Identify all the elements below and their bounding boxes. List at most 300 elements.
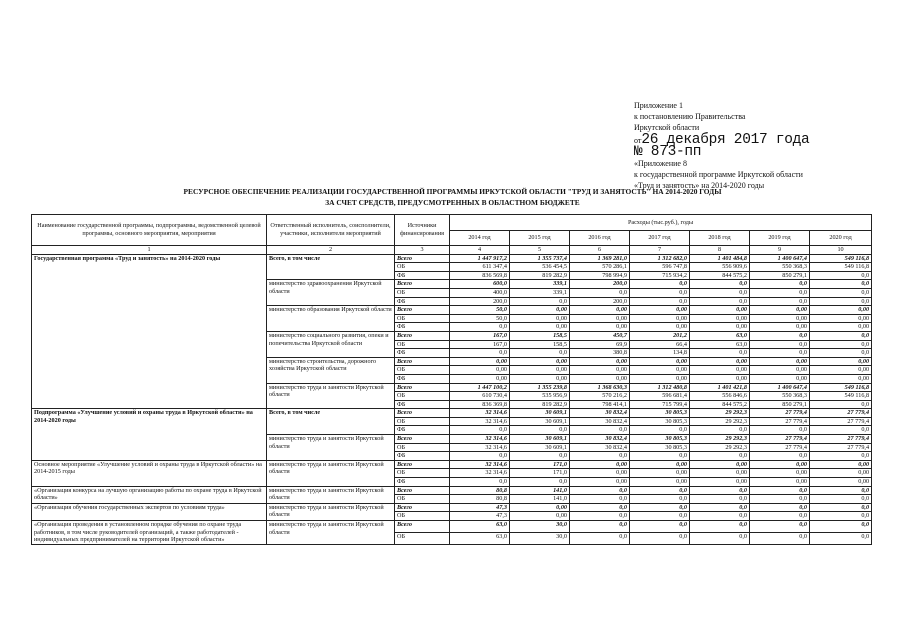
column-index: 10 — [810, 246, 872, 255]
value-cell: 29 292,3 — [690, 443, 750, 452]
value-cell: 27 779,4 — [750, 417, 810, 426]
value-cell: 0,00 — [450, 374, 510, 383]
value-cell: 0,0 — [510, 297, 570, 306]
value-cell: 27 779,4 — [810, 435, 872, 444]
value-cell: 0,00 — [630, 478, 690, 487]
value-cell: 549 116,8 — [810, 383, 872, 392]
value-cell: 0,0 — [810, 532, 872, 544]
value-cell: 798 994,9 — [570, 271, 630, 280]
value-cell: 0,0 — [510, 349, 570, 358]
value-cell: 549 116,8 — [810, 254, 872, 263]
value-cell: 0,0 — [750, 426, 810, 435]
value-cell: 0,0 — [630, 297, 690, 306]
value-cell: 1 400 647,4 — [750, 383, 810, 392]
value-cell: 63,0 — [450, 521, 510, 533]
value-cell: 0,00 — [570, 469, 630, 478]
value-cell: 0,00 — [810, 314, 872, 323]
header-year: 2017 год — [630, 231, 690, 246]
value-cell: 0,0 — [810, 452, 872, 461]
appendix-line: к постановлению Правительства — [634, 112, 746, 122]
column-index: 2 — [267, 246, 395, 255]
source-cell: ОБ — [395, 263, 450, 272]
value-cell: 32 314,6 — [450, 460, 510, 469]
value-cell: 549 116,8 — [810, 392, 872, 401]
value-cell: 32 314,6 — [450, 417, 510, 426]
value-cell: 171,0 — [510, 460, 570, 469]
value-cell: 0,0 — [810, 331, 872, 340]
value-cell: 0,0 — [630, 495, 690, 504]
value-cell: 0,00 — [750, 469, 810, 478]
value-cell: 0,00 — [510, 306, 570, 315]
source-cell: ОБ — [395, 495, 450, 504]
value-cell: 0,0 — [570, 503, 630, 512]
value-cell: 30 832,4 — [570, 443, 630, 452]
column-index: 7 — [630, 246, 690, 255]
value-cell: 32 314,6 — [450, 469, 510, 478]
value-cell: 0,00 — [630, 323, 690, 332]
resource-table — [31, 214, 872, 545]
title-line: ЗА СЧЕТ СРЕДСТВ, ПРЕДУСМОТРЕННЫХ В ОБЛАСТНОМ БЮДЖЕТЕ — [325, 198, 580, 207]
value-cell: 0,00 — [570, 460, 630, 469]
resolution-date: 26 декабря 2017 года — [641, 131, 810, 148]
value-cell: 29 292,3 — [690, 417, 750, 426]
value-cell: 1 355 737,4 — [510, 254, 570, 263]
value-cell: 1 368 630,3 — [570, 383, 630, 392]
table-row — [32, 254, 872, 263]
value-cell: 0,0 — [510, 452, 570, 461]
column-index: 3 — [395, 246, 450, 255]
header-executor: Ответственный исполнитель, соисполнители, участники, исполнители мероприятий — [267, 215, 395, 246]
value-cell: 167,0 — [450, 331, 510, 340]
header-year: 2015 год — [510, 231, 570, 246]
value-cell: 844 575,2 — [690, 400, 750, 409]
source-cell: ОБ — [395, 532, 450, 544]
value-cell: 0,0 — [750, 340, 810, 349]
source-cell: ФБ — [395, 374, 450, 383]
date-prefix: от — [634, 135, 642, 145]
executor-cell: министерство труда и занятости Иркутской области — [267, 435, 395, 461]
header-expenses: Расходы (тыс.руб.), годы — [450, 215, 872, 231]
executor-cell: Всего, в том числе — [267, 409, 395, 435]
value-cell: 0,00 — [810, 374, 872, 383]
value-cell: 0,00 — [690, 314, 750, 323]
value-cell: 0,0 — [570, 532, 630, 544]
header-year: 2016 год — [570, 231, 630, 246]
value-cell: 819 282,9 — [510, 271, 570, 280]
executor-cell: министерство здравоохранения Иркутской области — [267, 280, 395, 306]
value-cell: 27 779,4 — [750, 409, 810, 418]
source-cell: ОБ — [395, 314, 450, 323]
value-cell: 0,00 — [630, 306, 690, 315]
value-cell: 0,00 — [570, 314, 630, 323]
value-cell: 0,00 — [450, 357, 510, 366]
value-cell: 0,00 — [750, 306, 810, 315]
value-cell: 0,0 — [630, 486, 690, 495]
value-cell: 32 314,6 — [450, 409, 510, 418]
source-cell: ОБ — [395, 469, 450, 478]
source-cell: Всего — [395, 486, 450, 495]
value-cell: 611 347,4 — [450, 263, 510, 272]
value-cell: 1 312 682,0 — [630, 254, 690, 263]
value-cell: 0,0 — [810, 486, 872, 495]
value-cell: 0,00 — [570, 366, 630, 375]
value-cell: 0,0 — [750, 288, 810, 297]
value-cell: 0,00 — [630, 469, 690, 478]
document-title — [0, 186, 905, 208]
value-cell: 63,0 — [450, 532, 510, 544]
value-cell: 30,0 — [510, 532, 570, 544]
value-cell: 0,00 — [510, 374, 570, 383]
value-cell: 30 832,4 — [570, 417, 630, 426]
value-cell: 0,0 — [810, 280, 872, 289]
source-cell: Всего — [395, 280, 450, 289]
column-index: 1 — [32, 246, 267, 255]
value-cell: 201,2 — [630, 331, 690, 340]
value-cell: 380,8 — [570, 349, 630, 358]
header-source: Источники финансирования — [395, 215, 450, 246]
value-cell: 30 832,4 — [570, 435, 630, 444]
value-cell: 450,7 — [570, 331, 630, 340]
value-cell: 30 805,3 — [630, 409, 690, 418]
value-cell: 0,0 — [570, 495, 630, 504]
value-cell: 0,00 — [570, 306, 630, 315]
value-cell: 0,0 — [750, 486, 810, 495]
source-cell: Всего — [395, 521, 450, 533]
value-cell: 550 368,3 — [750, 263, 810, 272]
value-cell: 1 401 484,8 — [690, 254, 750, 263]
appendix-line: «Труд и занятость» на 2014-2020 годы — [634, 181, 765, 191]
value-cell: 1 447 917,2 — [450, 254, 510, 263]
source-cell: ФБ — [395, 349, 450, 358]
value-cell: 80,8 — [450, 495, 510, 504]
value-cell: 0,0 — [570, 521, 630, 533]
source-cell: ОБ — [395, 392, 450, 401]
value-cell: 0,0 — [450, 349, 510, 358]
header-name: Наименование государственной программы, подпрограммы, ведомственной целевой программы, основного мероприятия, мероприятия — [32, 215, 267, 246]
value-cell: 0,00 — [450, 366, 510, 375]
executor-cell: Всего, в том числе — [267, 254, 395, 280]
value-cell: 798 414,1 — [570, 400, 630, 409]
value-cell: 556 909,6 — [690, 263, 750, 272]
value-cell: 0,0 — [570, 486, 630, 495]
value-cell: 0,00 — [750, 357, 810, 366]
value-cell: 0,00 — [690, 366, 750, 375]
value-cell: 30 609,1 — [510, 417, 570, 426]
table-row — [32, 521, 872, 533]
value-cell: 30 832,4 — [570, 409, 630, 418]
table-row — [32, 409, 872, 418]
value-cell: 0,0 — [810, 426, 872, 435]
value-cell: 30 609,1 — [510, 443, 570, 452]
column-index: 5 — [510, 246, 570, 255]
value-cell: 570 286,1 — [570, 263, 630, 272]
source-cell: Всего — [395, 503, 450, 512]
executor-cell: министерство строительства, дорожного хозяйства Иркутской области — [267, 357, 395, 383]
value-cell: 339,1 — [510, 280, 570, 289]
source-cell: ОБ — [395, 340, 450, 349]
value-cell: 63,0 — [690, 340, 750, 349]
value-cell: 1 401 421,8 — [690, 383, 750, 392]
value-cell: 27 779,4 — [750, 435, 810, 444]
column-index: 8 — [690, 246, 750, 255]
value-cell: 0,00 — [570, 323, 630, 332]
source-cell: ФБ — [395, 271, 450, 280]
value-cell: 0,00 — [810, 478, 872, 487]
source-cell: Всего — [395, 331, 450, 340]
value-cell: 50,0 — [450, 306, 510, 315]
value-cell: 30 805,3 — [630, 443, 690, 452]
source-cell: ФБ — [395, 297, 450, 306]
source-cell: ФБ — [395, 426, 450, 435]
value-cell: 0,00 — [630, 366, 690, 375]
value-cell: 0,0 — [810, 512, 872, 521]
value-cell: 556 846,6 — [690, 392, 750, 401]
value-cell: 0,0 — [690, 532, 750, 544]
value-cell: 69,9 — [570, 340, 630, 349]
value-cell: 0,00 — [510, 512, 570, 521]
value-cell: 80,8 — [450, 486, 510, 495]
executor-cell: министерство труда и занятости Иркутской области — [267, 460, 395, 486]
value-cell: 1 312 480,8 — [630, 383, 690, 392]
value-cell: 0,0 — [570, 512, 630, 521]
executor-cell: министерство труда и занятости Иркутской области — [267, 383, 395, 409]
value-cell: 134,8 — [630, 349, 690, 358]
value-cell: 715 934,2 — [630, 271, 690, 280]
value-cell: 0,0 — [630, 532, 690, 544]
value-cell: 141,0 — [510, 486, 570, 495]
source-cell: Всего — [395, 435, 450, 444]
value-cell: 0,0 — [750, 280, 810, 289]
value-cell: 570 216,2 — [570, 392, 630, 401]
value-cell: 200,0 — [450, 297, 510, 306]
value-cell: 0,00 — [570, 374, 630, 383]
program-name-cell: Основное мероприятие «Улучшение условий и охраны труда в Иркутской области» на 2014-2015 годы — [32, 460, 267, 486]
appendix-line: к государственной программе Иркутской области — [634, 170, 803, 180]
value-cell: 32 314,6 — [450, 435, 510, 444]
executor-cell: министерство труда и занятости Иркутской области — [267, 521, 395, 545]
value-cell: 0,00 — [750, 314, 810, 323]
source-cell: Всего — [395, 357, 450, 366]
value-cell: 0,00 — [810, 460, 872, 469]
value-cell: 600,0 — [450, 280, 510, 289]
value-cell: 30,0 — [510, 521, 570, 533]
value-cell: 0,00 — [510, 314, 570, 323]
executor-cell: министерство образования Иркутской области — [267, 306, 395, 332]
value-cell: 0,0 — [810, 271, 872, 280]
value-cell: 0,0 — [810, 288, 872, 297]
value-cell: 30 805,3 — [630, 417, 690, 426]
value-cell: 0,00 — [630, 460, 690, 469]
executor-cell: министерство социального развития, опеки и попечительства Иркутской области — [267, 331, 395, 357]
value-cell: 0,00 — [750, 366, 810, 375]
value-cell: 819 282,9 — [510, 400, 570, 409]
value-cell: 0,00 — [750, 323, 810, 332]
value-cell: 0,00 — [690, 306, 750, 315]
value-cell: 0,0 — [750, 297, 810, 306]
value-cell: 0,00 — [690, 323, 750, 332]
value-cell: 167,0 — [450, 340, 510, 349]
source-cell: ОБ — [395, 366, 450, 375]
column-index: 6 — [570, 246, 630, 255]
value-cell: 0,0 — [750, 532, 810, 544]
program-name-cell: Государственная программа «Труд и занятость» на 2014-2020 годы — [32, 254, 267, 409]
value-cell: 0,0 — [630, 512, 690, 521]
value-cell: 27 779,4 — [810, 417, 872, 426]
appendix-block — [634, 100, 809, 191]
value-cell: 0,0 — [690, 280, 750, 289]
value-cell: 0,0 — [690, 452, 750, 461]
value-cell: 0,0 — [690, 503, 750, 512]
value-cell: 0,00 — [510, 503, 570, 512]
value-cell: 158,5 — [510, 331, 570, 340]
value-cell: 850 279,1 — [750, 271, 810, 280]
value-cell: 0,00 — [810, 357, 872, 366]
value-cell: 0,00 — [750, 460, 810, 469]
value-cell: 0,00 — [630, 374, 690, 383]
program-name-cell: «Организация обучения государственных экспертов по условиям труда» — [32, 503, 267, 520]
value-cell: 0,00 — [690, 469, 750, 478]
source-cell: Всего — [395, 383, 450, 392]
program-name-cell: «Организация проведения в установленном порядке обучения по охране труда работников, в том числе руководителей организаций, а также работодателей - индивидуальных предпринимателей на территории Иркутской области» — [32, 521, 267, 545]
value-cell: 0,0 — [750, 331, 810, 340]
value-cell: 0,0 — [630, 288, 690, 297]
value-cell: 30 805,3 — [630, 435, 690, 444]
value-cell: 1 447 100,2 — [450, 383, 510, 392]
executor-cell: министерство труда и занятости Иркутской области — [267, 503, 395, 520]
value-cell: 400,0 — [450, 288, 510, 297]
value-cell: 66,4 — [630, 340, 690, 349]
value-cell: 0,0 — [630, 280, 690, 289]
value-cell: 29 292,3 — [690, 435, 750, 444]
value-cell: 1 355 239,8 — [510, 383, 570, 392]
value-cell: 0,0 — [570, 452, 630, 461]
source-cell: Всего — [395, 306, 450, 315]
value-cell: 0,00 — [510, 366, 570, 375]
source-cell: ОБ — [395, 443, 450, 452]
value-cell: 715 799,4 — [630, 400, 690, 409]
source-cell: ФБ — [395, 323, 450, 332]
value-cell: 0,0 — [630, 503, 690, 512]
value-cell: 0,00 — [810, 323, 872, 332]
source-cell: Всего — [395, 254, 450, 263]
executor-cell: министерство труда и занятости Иркутской области — [267, 486, 395, 503]
value-cell: 0,0 — [750, 452, 810, 461]
value-cell: 0,00 — [690, 460, 750, 469]
value-cell: 200,0 — [570, 280, 630, 289]
value-cell: 0,00 — [690, 374, 750, 383]
value-cell: 0,00 — [570, 357, 630, 366]
column-index: 4 — [450, 246, 510, 255]
value-cell: 200,0 — [570, 297, 630, 306]
appendix-line: «Приложение 8 — [634, 158, 687, 168]
value-cell: 1 400 647,4 — [750, 254, 810, 263]
value-cell: 0,0 — [750, 512, 810, 521]
appendix-line: Иркутской области — [634, 123, 700, 133]
header-year: 2018 год — [690, 231, 750, 246]
value-cell: 596 747,8 — [630, 263, 690, 272]
value-cell: 0,0 — [810, 297, 872, 306]
appendix-line: Приложение 1 — [634, 101, 683, 110]
resolution-number: № 873-пп — [634, 143, 702, 160]
value-cell: 0,0 — [690, 486, 750, 495]
source-cell: ФБ — [395, 400, 450, 409]
value-cell: 610 730,4 — [450, 392, 510, 401]
value-cell: 0,0 — [510, 426, 570, 435]
table-row — [32, 460, 872, 469]
header-year: 2020 год — [810, 231, 872, 246]
value-cell: 32 314,6 — [450, 443, 510, 452]
value-cell: 0,0 — [690, 297, 750, 306]
value-cell: 30 609,1 — [510, 435, 570, 444]
value-cell: 535 956,9 — [510, 392, 570, 401]
value-cell: 0,0 — [690, 521, 750, 533]
title-line: РЕСУРСНОЕ ОБЕСПЕЧЕНИЕ РЕАЛИЗАЦИИ ГОСУДАРСТВЕННОЙ ПРОГРАММЫ ИРКУТСКОЙ ОБЛАСТИ "ТРУД И ЗАНЯТОСТЬ" НА 2014-2020 ГОДЫ — [183, 187, 722, 196]
column-index-row — [32, 246, 872, 255]
value-cell: 596 681,4 — [630, 392, 690, 401]
program-name-cell: Подпрограмма «Улучшение условий и охраны труда в Иркутской области» на 2014-2020 годы — [32, 409, 267, 461]
value-cell: 0,00 — [750, 374, 810, 383]
table-row — [32, 503, 872, 512]
value-cell: 0,00 — [690, 357, 750, 366]
value-cell: 0,0 — [690, 512, 750, 521]
value-cell: 0,0 — [450, 426, 510, 435]
value-cell: 0,0 — [630, 521, 690, 533]
value-cell: 0,0 — [570, 426, 630, 435]
value-cell: 27 779,4 — [810, 443, 872, 452]
value-cell: 0,00 — [690, 478, 750, 487]
value-cell: 550 368,3 — [750, 392, 810, 401]
source-cell: ОБ — [395, 417, 450, 426]
value-cell: 50,0 — [450, 314, 510, 323]
value-cell: 27 779,4 — [810, 409, 872, 418]
source-cell: Всего — [395, 460, 450, 469]
value-cell: 0,0 — [450, 452, 510, 461]
value-cell: 0,0 — [750, 349, 810, 358]
value-cell: 0,0 — [750, 495, 810, 504]
value-cell: 0,0 — [570, 288, 630, 297]
column-index: 9 — [750, 246, 810, 255]
source-cell: ФБ — [395, 452, 450, 461]
value-cell: 0,00 — [630, 314, 690, 323]
value-cell: 47,3 — [450, 503, 510, 512]
value-cell: 0,0 — [510, 478, 570, 487]
value-cell: 850 279,1 — [750, 400, 810, 409]
value-cell: 0,0 — [750, 503, 810, 512]
value-cell: 0,0 — [690, 426, 750, 435]
value-cell: 27 779,4 — [750, 443, 810, 452]
value-cell: 836 369,8 — [450, 400, 510, 409]
value-cell: 536 454,5 — [510, 263, 570, 272]
value-cell: 0,0 — [690, 349, 750, 358]
value-cell: 339,1 — [510, 288, 570, 297]
value-cell: 0,0 — [690, 288, 750, 297]
value-cell: 0,00 — [810, 469, 872, 478]
value-cell: 0,0 — [690, 495, 750, 504]
value-cell: 0,0 — [810, 521, 872, 533]
value-cell: 158,5 — [510, 340, 570, 349]
value-cell: 141,0 — [510, 495, 570, 504]
header-year: 2019 год — [750, 231, 810, 246]
header-year: 2014 год — [450, 231, 510, 246]
value-cell: 844 575,2 — [690, 271, 750, 280]
table-row — [32, 486, 872, 495]
value-cell: 0,00 — [810, 366, 872, 375]
value-cell: 836 569,8 — [450, 271, 510, 280]
value-cell: 0,0 — [450, 323, 510, 332]
value-cell: 0,0 — [810, 495, 872, 504]
value-cell: 0,0 — [810, 503, 872, 512]
value-cell: 47,3 — [450, 512, 510, 521]
